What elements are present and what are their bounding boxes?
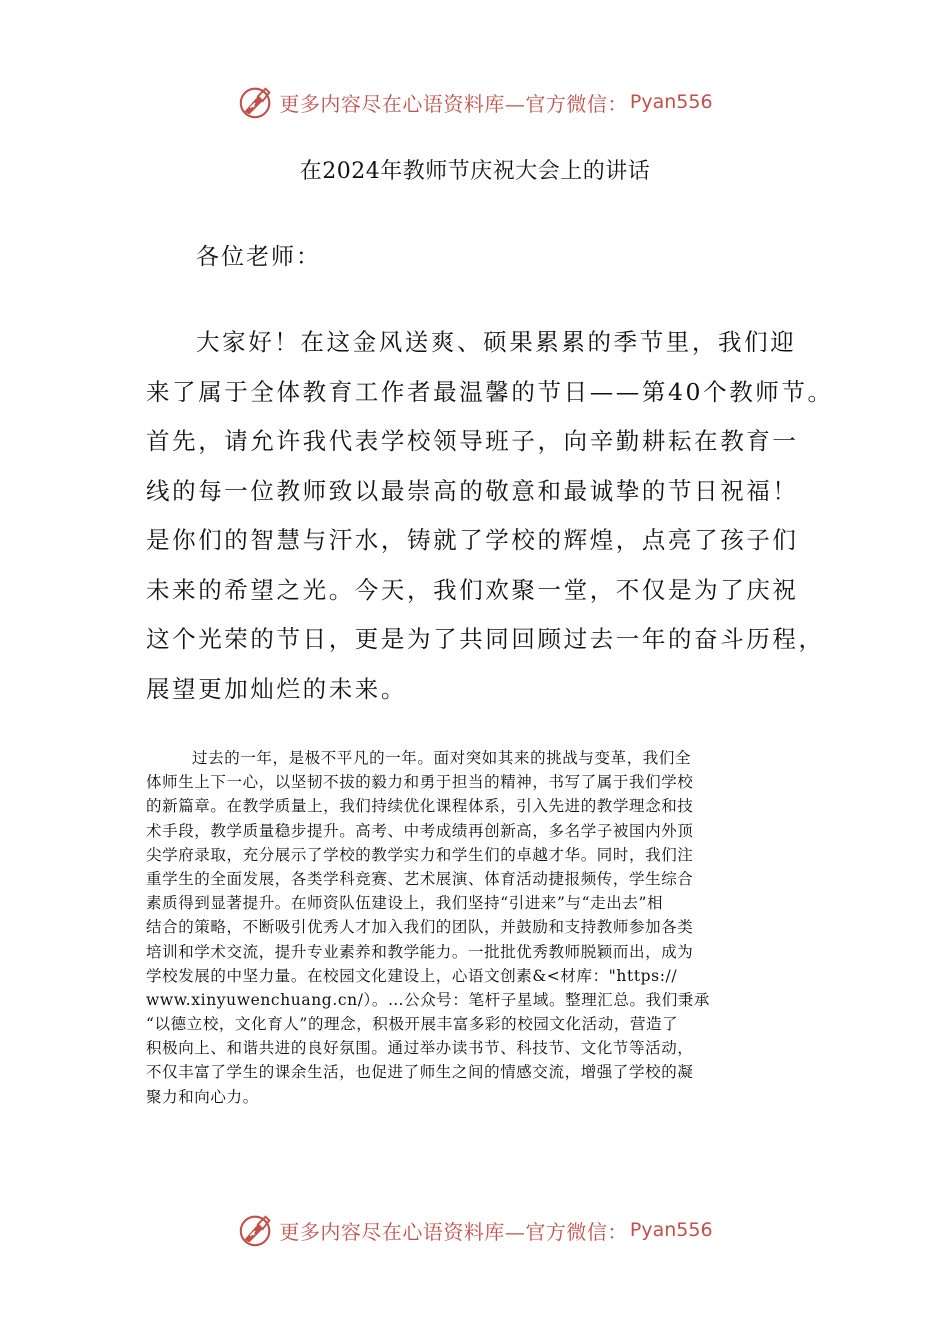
paragraph-line: 尖学府录取，充分展示了学校的教学实力和学生们的卓越才华。同时，我们注: [146, 845, 694, 864]
page-title: 在2024年教师节庆祝大会上的讲话: [299, 159, 651, 184]
salutation: 各位老师：: [196, 244, 321, 270]
pen-nib-logo-icon: [237, 83, 275, 121]
paragraph-line: 聚力和向心力。: [146, 1087, 259, 1106]
paragraph-line: 积极向上、和谐共进的良好氛围。通过举办读书节、科技节、文化节等活动，: [146, 1039, 694, 1058]
paragraph-line: 首先，请允许我代表学校领导班子，向辛勤耕耘在教育一: [146, 427, 799, 455]
paragraph-line: 不仅丰富了学生的课余生活，也促进了师生之间的情感交流，增强了学校的凝: [146, 1063, 694, 1082]
paragraph-line: 这个光荣的节日，更是为了共同回顾过去一年的奋斗历程，: [146, 625, 825, 653]
header-banner: [0, 80, 950, 124]
paragraph-line: 学校发展的中坚力量。在校园文化建设上，心语文创素&<材库："https://: [146, 966, 678, 985]
paragraph-line: 是你们的智慧与汗水，铸就了学校的辉煌，点亮了孩子们: [146, 526, 799, 554]
paragraph-line: 体师生上下一心，以坚韧不拔的毅力和勇于担当的精神，书写了属于我们学校: [146, 773, 694, 792]
footer-banner: [0, 1208, 950, 1252]
paragraph-line: www.xinyuwenchuang.cn/）。…公众号：笔杆子星域。整理汇总。我们秉承: [146, 990, 710, 1009]
footer-wechat-id: Pyan556: [629, 1219, 713, 1241]
paragraph-line: 结合的策略，不断吸引优秀人才加入我们的团队，并鼓励和支持教师参加各类: [146, 918, 694, 937]
paragraph-line: 重学生的全面发展，各类学科竞赛、艺术展演、体育活动捷报频传，学生综合: [146, 869, 694, 888]
opening-paragraph: [146, 318, 834, 714]
paragraph-line: 素质得到显著提升。在师资队伍建设上，我们坚持“引进来”与“走出去”相: [146, 894, 664, 913]
review-paragraph: [146, 746, 806, 1109]
paragraph-line: 展望更加灿烂的未来。: [146, 674, 407, 703]
pen-nib-logo-icon: [237, 1211, 275, 1249]
header-banner-text: 更多内容尽在心语资料库—官方微信：: [279, 91, 628, 116]
paragraph-line: 大家好！在这金风送爽、硕果累累的季节里，我们迎: [196, 328, 797, 356]
paragraph-line: 的新篇章。在教学质量上，我们持续优化课程体系，引入先进的教学理念和技: [146, 797, 694, 816]
header-wechat-id: Pyan556: [629, 91, 713, 113]
paragraph-line: 线的每一位教师致以最崇高的敬意和最诚挚的节日祝福！: [146, 476, 799, 505]
paragraph-line: 术手段，教学质量稳步提升。高考、中考成绩再创新高，多名学子被国内外顶: [146, 821, 694, 840]
paragraph-line: 过去的一年，是极不平凡的一年。面对突如其来的挑战与变革，我们全: [192, 749, 692, 767]
paragraph-line: “以德立校，文化育人”的理念，积极开展丰富多彩的校园文化活动，营造了: [146, 1015, 679, 1034]
paragraph-line: 培训和学术交流，提升专业素养和教学能力。一批批优秀教师脱颖而出，成为: [146, 942, 694, 961]
paragraph-line: 来了属于全体教育工作者最温馨的节日——第40个教师节。: [146, 377, 834, 406]
footer-banner-text: 更多内容尽在心语资料库—官方微信：: [279, 1219, 628, 1244]
paragraph-line: 未来的希望之光。今天，我们欢聚一堂，不仅是为了庆祝: [146, 575, 799, 604]
